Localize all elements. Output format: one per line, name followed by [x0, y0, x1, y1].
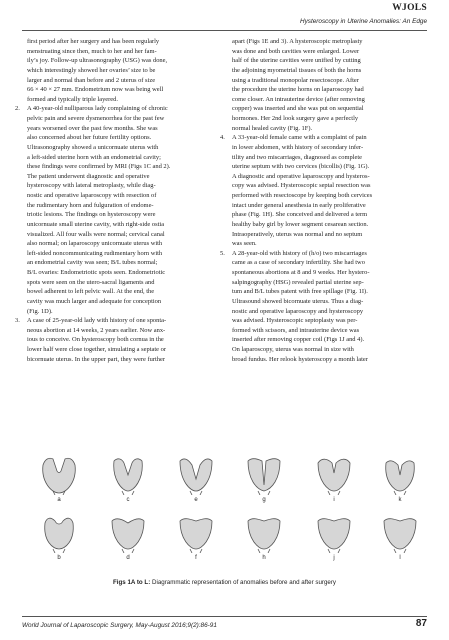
text-line: also normal; on laparoscopy unicornuate uterus with: [27, 240, 163, 248]
text-line: nostic and operative laparoscopy with resection of: [27, 192, 157, 199]
uterus-drawing: [37, 509, 81, 553]
text-line: left-sided noncommunicating rudimentary horn with: [27, 249, 163, 257]
text-line: copy was advised. Hysteroscopic septal resection was: [232, 182, 371, 190]
text-line: first period after her surgery and has been regularly: [27, 38, 160, 45]
text-line: years worsened over the past few months. She was: [27, 124, 158, 132]
paragraph-item: [27, 37, 217, 104]
uterus-drawing: [242, 451, 286, 495]
uterus-diagram: [106, 451, 150, 495]
panel-label: a: [57, 497, 61, 503]
text-line: performed with resectoscope by keeping both cervices: [232, 192, 373, 199]
text-line: Intraoperatively, uterus was normal and no septum: [232, 230, 363, 238]
text-line: formed with scissors, and intrauterine device was: [232, 326, 360, 334]
text-line: phase (Fig. 1H). She conceived and delivered a term: [232, 211, 368, 219]
text-line: was advised. Hysteroscopic septoplasty was per-: [232, 317, 358, 325]
uterus-diagram: [174, 509, 218, 553]
text-line: The patient underwent diagnostic and operative: [27, 172, 150, 180]
figure-caption: [0, 579, 449, 586]
text-line: hormones. Her 2nd look surgery gave a perfectly: [232, 115, 359, 122]
paragraph-item: [232, 37, 422, 133]
text-line: nostic and operative laparoscopy and hysteroscopy: [232, 307, 364, 315]
text-line: A case of 25-year-old lady with history of one sponta-: [27, 317, 167, 325]
text-line: tility and two miscarriages, diagnosed as complete: [232, 153, 362, 161]
left-column: [15, 37, 217, 364]
uterus-drawing: [106, 451, 150, 495]
panel-label: c: [126, 497, 130, 503]
text-line: menstruating since then, much to her and her fam-: [27, 47, 157, 55]
text-line: triotic lesions. The findings on hysteroscopy were: [27, 211, 156, 219]
uterus-drawing: [312, 451, 356, 495]
right-column: [220, 37, 422, 364]
text-line: Ultrasound showed bicornuate uterus. Thus a diag-: [232, 297, 364, 305]
page-number: 87: [415, 618, 427, 629]
text-line: cavity was much larger and adequate for conception: [27, 297, 162, 305]
text-line: 66 × 40 × 27 mm. Endometrium now was being well: [27, 86, 164, 94]
footer-rule: [22, 616, 427, 617]
footer-journal: World Journal of Laparoscopic Surgery, May-August 2016;9(2):86-91: [22, 622, 217, 629]
text-line: bowel adherent to left pelvic wall. At the end, the: [27, 288, 155, 296]
text-line: unicornuate small uterine cavity, with right-side ostia: [27, 220, 165, 228]
text-line: broad fundus. Her relook hysteroscopy a month later: [232, 355, 368, 363]
uterus-drawing: [174, 509, 218, 553]
uterus-diagram: [378, 509, 422, 553]
uterus-diagram: [37, 451, 81, 495]
uterus-drawing: [378, 451, 422, 495]
uterus-diagram: [106, 509, 150, 553]
text-line: also concerned about her future fertility options.: [27, 134, 152, 142]
text-line: half of the uterine cavities were unified by cutting: [232, 57, 361, 65]
text-line: normal healed cavity (Fig. 1F).: [232, 124, 313, 132]
uterus-diagram: [174, 451, 218, 495]
text-line: A 28-year-old with history of (h/o) two miscarriages: [232, 249, 367, 257]
text-line: spots were seen on the utero-sacral ligaments and: [27, 278, 155, 286]
paragraph-item: [220, 133, 422, 249]
text-line: bicornuate uterus. In the upper part, they were further: [27, 355, 165, 363]
paragraph-item: [15, 104, 217, 316]
item-number: 4.: [220, 134, 225, 142]
journal-abbrev: WJOLS: [392, 3, 427, 13]
uterus-drawing: [242, 509, 286, 553]
paragraph-item: [220, 249, 422, 365]
text-line: which interestingly showed her ovaries’ size to be: [27, 66, 156, 74]
panel-label: f: [195, 555, 197, 561]
text-line: ious to conceive. On hysteroscopy both cornua in the: [27, 336, 164, 344]
panel-label: b: [57, 555, 61, 561]
text-line: neous abortion at 14 weeks, 2 years earlier. Now anx-: [27, 326, 166, 334]
paragraph-item: [15, 316, 217, 364]
text-line: came as a case of secondary infertility. She had two: [232, 259, 365, 267]
text-line: intact under general anesthesia in early proliferative: [232, 201, 366, 209]
text-line: A diagnostic and operative laparoscopy and hysteros-: [232, 172, 370, 180]
text-line: lower half were close together, simulating a septate or: [27, 346, 166, 353]
text-line: the rudimentary horn and fulguration of endome-: [27, 201, 154, 209]
uterus-diagram: [242, 451, 286, 495]
text-line: these findings were confirmed by MRI (Figs 1C and 2).: [27, 163, 171, 171]
text-line: A 33-year-old female came with a complaint of pain: [232, 134, 367, 142]
header-rule: [22, 30, 427, 31]
uterus-drawing: [378, 509, 422, 553]
text-line: (Fig. 1D).: [27, 307, 53, 315]
text-line: Ultrasonography showed a unicornuate uterus with: [27, 143, 159, 151]
text-line: salpingography (HSG) revealed partial uterine sep-: [232, 278, 364, 286]
item-number: 2.: [15, 105, 20, 113]
text-line: apart (Figs 1E and 3). A hysteroscopic metroplasty: [232, 38, 363, 45]
text-line: A 40-year-old nulliparous lady complaining of chronic: [27, 105, 168, 113]
panel-label: k: [398, 497, 402, 503]
uterus-diagram: [242, 509, 286, 553]
figure-panel: [22, 451, 427, 594]
text-line: healthy baby girl by lower segment cesarean section.: [232, 220, 369, 228]
uterus-diagram: [312, 451, 356, 495]
panel-label: h: [262, 555, 266, 561]
text-line: B/L ovaries: Endometriotic spots seen. Endometriotic: [27, 269, 166, 276]
panel-label: i: [333, 497, 335, 503]
text-line: was seen.: [232, 240, 257, 248]
panel-label: d: [126, 555, 130, 561]
text-line: the procedure the uterine horns on laparoscopy had: [232, 86, 364, 94]
uterus-diagram: [37, 509, 81, 553]
text-line: in lower abdomen, with history of secondary infer-: [232, 143, 364, 151]
text-line: spontaneous abortions at 8 and 9 weeks. Her hystero-: [232, 269, 370, 276]
panel-label: g: [262, 497, 266, 503]
text-line: On laparoscopy, uterus was normal in size with: [232, 346, 354, 353]
text-line: copper) was inserted and she was put on sequential: [232, 105, 364, 113]
text-line: was done and both cavities were enlarged. Lower: [232, 47, 360, 55]
text-line: tum and B/L tubes patent with free spillage (Fig. 1I).: [232, 288, 368, 296]
uterus-diagram: [312, 509, 356, 553]
text-line: a left-sided uterine horn with an endometrial cavity;: [27, 153, 161, 161]
text-line: formed and typically triple layered.: [27, 95, 118, 103]
text-line: larger and normal than before and 2 uterus of size: [27, 76, 156, 84]
panel-label: j: [333, 555, 335, 561]
uterus-drawing: [312, 509, 356, 553]
caption-label: Figs 1A to L:: [113, 579, 151, 586]
text-line: pelvic pain and severe dysmenorrhea for the past few: [27, 115, 165, 122]
text-line: inserted after removing copper coil (Figs 1J and 4).: [232, 336, 365, 344]
text-line: ily’s joy. Follow-up ultrasonography (USG) was done,: [27, 57, 168, 65]
text-line: come closer. An intrauterine device (after removing: [232, 95, 365, 103]
item-number: 5.: [220, 249, 225, 257]
text-line: visualized. All four walls were normal; cervical canal: [27, 230, 165, 238]
text-line: hysteroscopy with lateral metroplasty, while diag-: [27, 182, 156, 190]
uterus-drawing: [37, 451, 81, 495]
uterus-drawing: [174, 451, 218, 495]
text-line: uterine septum with two cervices (bicollis) (Fig. 1G).: [232, 163, 370, 171]
text-line: using a traditional monopolar resectoscope. After: [232, 76, 359, 84]
uterus-drawing: [106, 509, 150, 553]
running-title: Hysteroscopy in Uterine Anomalies: An Edge: [299, 18, 427, 25]
text-line: an endometrial cavity was seen; B/L tubes normal;: [27, 259, 158, 267]
item-number: 3.: [15, 317, 20, 325]
caption-text: Diagrammatic representation of anomalies before and after surgery: [150, 579, 336, 586]
panel-label: e: [194, 497, 198, 503]
uterus-diagram: [378, 451, 422, 495]
text-line: the adjoining myometrial tissues of both the horns: [232, 66, 362, 74]
panel-label: l: [399, 555, 401, 561]
